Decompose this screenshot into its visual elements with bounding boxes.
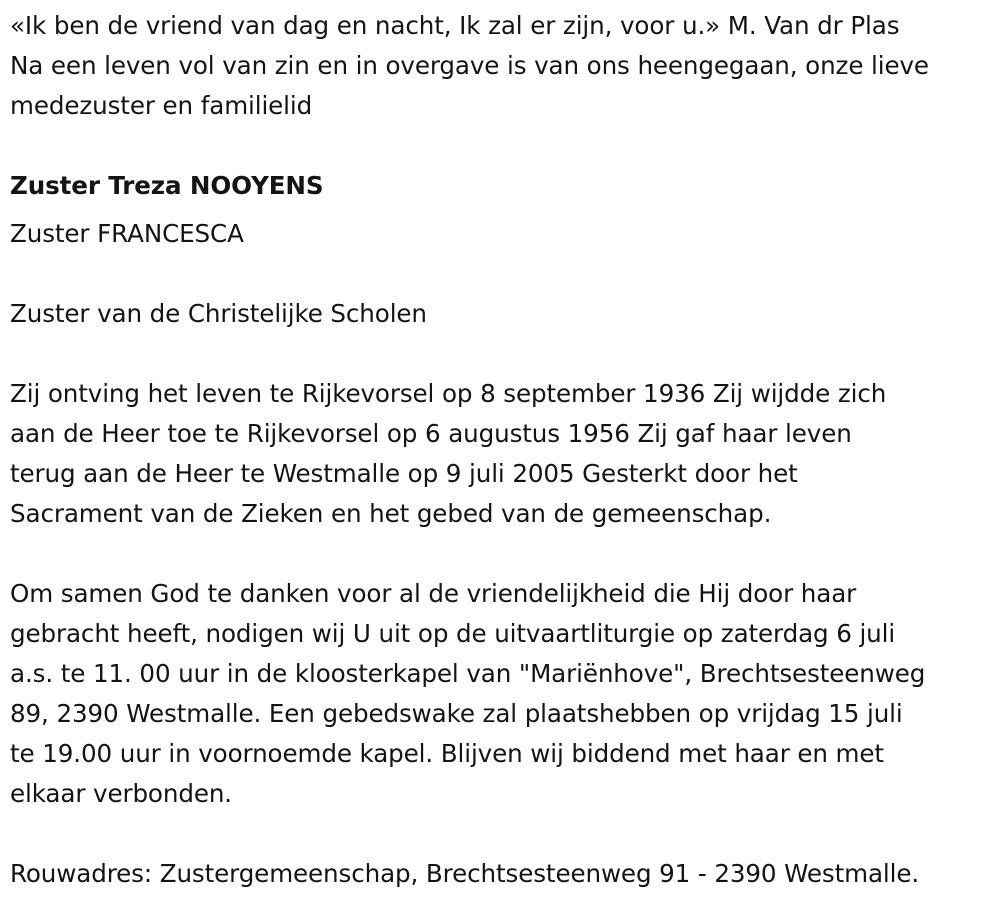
life-line-4: Sacrament van de Zieken en het gebed van de gemeenschap. (10, 499, 772, 528)
funeral-line-6: elkaar verbonden. (10, 779, 232, 808)
intro-line-2: medezuster en familielid (10, 91, 313, 120)
intro-line-1: Na een leven vol van zin en in overgave is van ons heengegaan, onze lieve (10, 51, 929, 80)
life-line-1: Zij ontving het leven te Rijkevorsel op 8 september 1936 Zij wijdde zich (10, 379, 887, 408)
funeral-line-5: te 19.00 uur in voornoemde kapel. Blijven wij biddend met haar en met (10, 739, 884, 768)
funeral-line-2: gebracht heeft, nodigen wij U uit op de uitvaartliturgie op zaterdag 6 juli (10, 619, 896, 648)
funeral-line-1: Om samen God te danken voor al de vriendelijkheid die Hij door haar (10, 579, 857, 608)
life-line-3: terug aan de Heer te Westmalle op 9 juli 2005 Gesterkt door het (10, 459, 798, 488)
congregation: Zuster van de Christelijke Scholen (10, 299, 427, 328)
religious-name: Zuster FRANCESCA (10, 219, 244, 248)
funeral-line-3: a.s. te 11. 00 uur in de kloosterkapel van "Mariënhove", Brechtsesteenweg (10, 659, 926, 688)
mourning-address: Rouwadres: Zustergemeenschap, Brechtsesteenweg 91 - 2390 Westmalle. (10, 859, 920, 888)
deceased-name: Zuster Treza NOOYENS (10, 171, 324, 200)
opening-quote: «Ik ben de vriend van dag en nacht, Ik zal er zijn, voor u.» M. Van dr Plas (10, 11, 900, 40)
funeral-line-4: 89, 2390 Westmalle. Een gebedswake zal plaatshebben op vrijdag 15 juli (10, 699, 903, 728)
life-line-2: aan de Heer toe te Rijkevorsel op 6 augustus 1956 Zij gaf haar leven (10, 419, 852, 448)
